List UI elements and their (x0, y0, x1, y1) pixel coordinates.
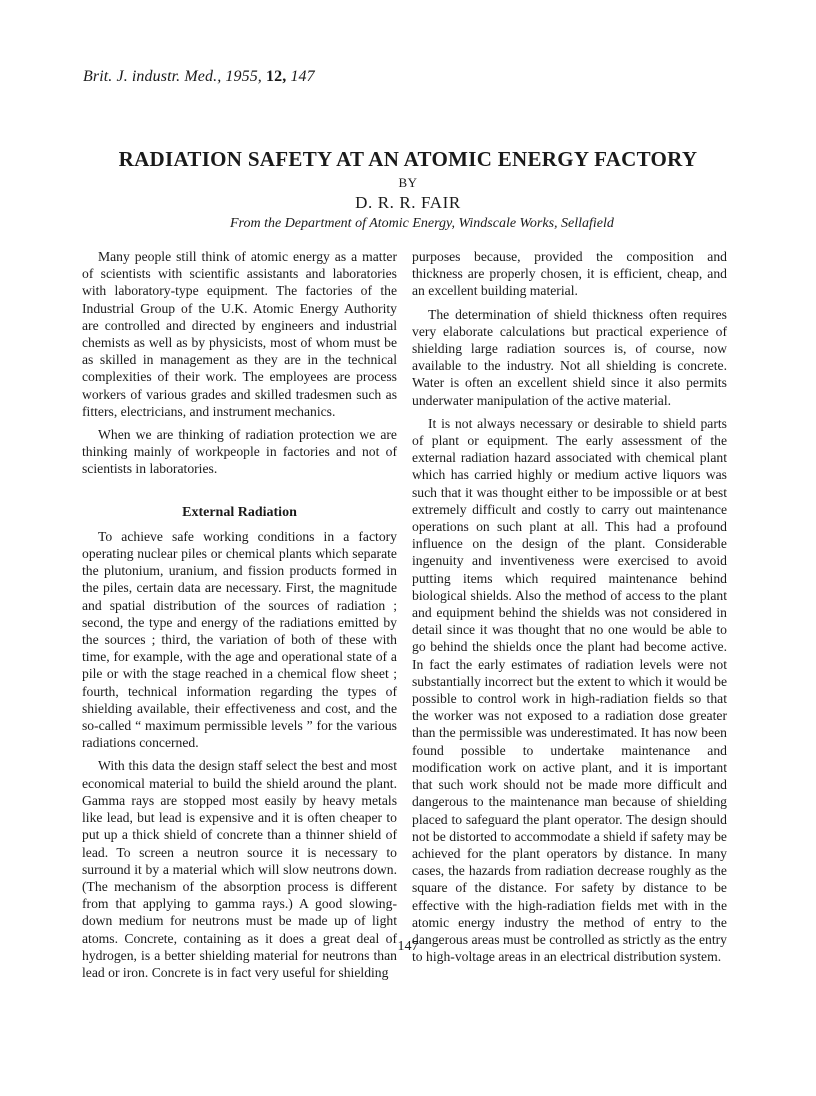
paragraph: It is not always necessary or desirable to shield parts of plant or equipment. The early assessment of the external radiation hazard associated with chemical plant which has carried highly or medium active liquors was such that it was thought either to be impossible or at best extremely difficult and costly to carry out maintenance operations on such plant at all. This had a profound influence on the design of the plant. Considerable ingenuity and inventiveness were exercised to avoid putting items which required maintenance behind biological shields. Also the method of access to the plant and equipment behind the shields was not considered in detail since it was thought that no one would be able to go behind the shields once the plant had become active. In fact the early estimates of radiation levels were not substantially incorrect but the extent to which it would be possible to control work in high-radiation fields so that the worker was not exposed to a radiation dose greater than the permissible was underestimated. It has now been found possible to undertake maintenance and modification work on active plant, and it is important that such work should not be made more difficult and dangerous to the maintenance man because of shielding placed to safeguard the plant operator. The design should not be distorted to accommodate a shield if safety may be achieved for the plant operators by distance. In many cases, the hazards from radiation decrease roughly as the square of the distance. For safety by distance to be effective with the high-radiation fields met with in the atomic energy industry the method of entry to the dangerous areas must be controlled as strictly as the entry to high-voltage areas in an electrical distribution system. (412, 415, 727, 965)
left-column (82, 248, 397, 987)
paragraph: The determination of shield thickness often requires very elaborate calculations but practical experience of shielding large radiation sources is, of course, now available to the industry. Not all shielding is concrete. Water is often an excellent shield since it also permits underwater manipulation of the active material. (412, 306, 727, 408)
paragraph: To achieve safe working conditions in a factory operating nuclear piles or chemical plants which separate the plutonium, uranium, and fission products formed in the piles, certain data are necessary. First, the magnitude and spatial distribution of the sources of radiation ; second, the type and energy of the radiations emitted by the sources ; third, the variation of both of these with time, for example, with the age and operational state of a pile or with the stage reached in a chemical flow sheet ; fourth, technical information regarding the types of shielding available, their effectiveness and cost, and the so-called “ maximum permissible levels ” for the various radiations concerned. (82, 528, 397, 751)
page-number: 147 (397, 939, 419, 954)
author-affiliation: From the Department of Atomic Energy, Windscale Works, Sellafield (230, 216, 614, 231)
paragraph: With this data the design staff select the best and most economical material to build the shield around the plant. Gamma rays are stopped most easily by heavy metals like lead, but lead is expensive and it is often cheaper to put up a thick shield of concrete than a thinner shield of lead. To screen a neutron source it is necessary to surround it by a material which will slow neutrons down. (The mechanism of the absorption process is different from that applying to gamma rays.) A good slowing-down medium for neutrons must be made up of light atoms. Concrete, containing as it does a great deal of hydrogen, is a better shielding material for neutrons than lead or iron. Concrete is in fact very useful for shielding (82, 758, 397, 980)
paragraph: purposes because, provided the composition and thickness are properly chosen, it is efficient, cheap, and an excellent building material. (412, 249, 727, 299)
paragraph: When we are thinking of radiation protection we are thinking mainly of workpeople in factories and not of scientists in laboratories. (82, 427, 397, 477)
journal-name: Brit. J. industr. Med., (83, 68, 222, 85)
paragraph: Many people still think of atomic energy as a matter of scientists with scientific assistants and laboratories with laboratory-type equipment. The factories of the Industrial Group of the U.K. Atomic Energy Authority are controlled and directed by engineers and industrial chemists as well as by physicists, most of whom must be as skilled in management as they are in the technical complexities of their work. The employees are process workers of various grades and skilled tradesmen such as fitters, electricians, and instrument mechanics. (82, 249, 397, 419)
author-name: D. R. R. FAIR (355, 193, 461, 212)
byline-by: BY (398, 175, 418, 190)
section-heading: External Radiation (182, 504, 297, 520)
journal-year: 1955, (225, 68, 262, 85)
journal-volume: 12, (266, 68, 287, 85)
journal-page: 147 (290, 68, 315, 85)
journal-citation (83, 68, 315, 86)
article-title: RADIATION SAFETY AT AN ATOMIC ENERGY FACTORY (118, 147, 698, 171)
right-column (412, 248, 727, 971)
